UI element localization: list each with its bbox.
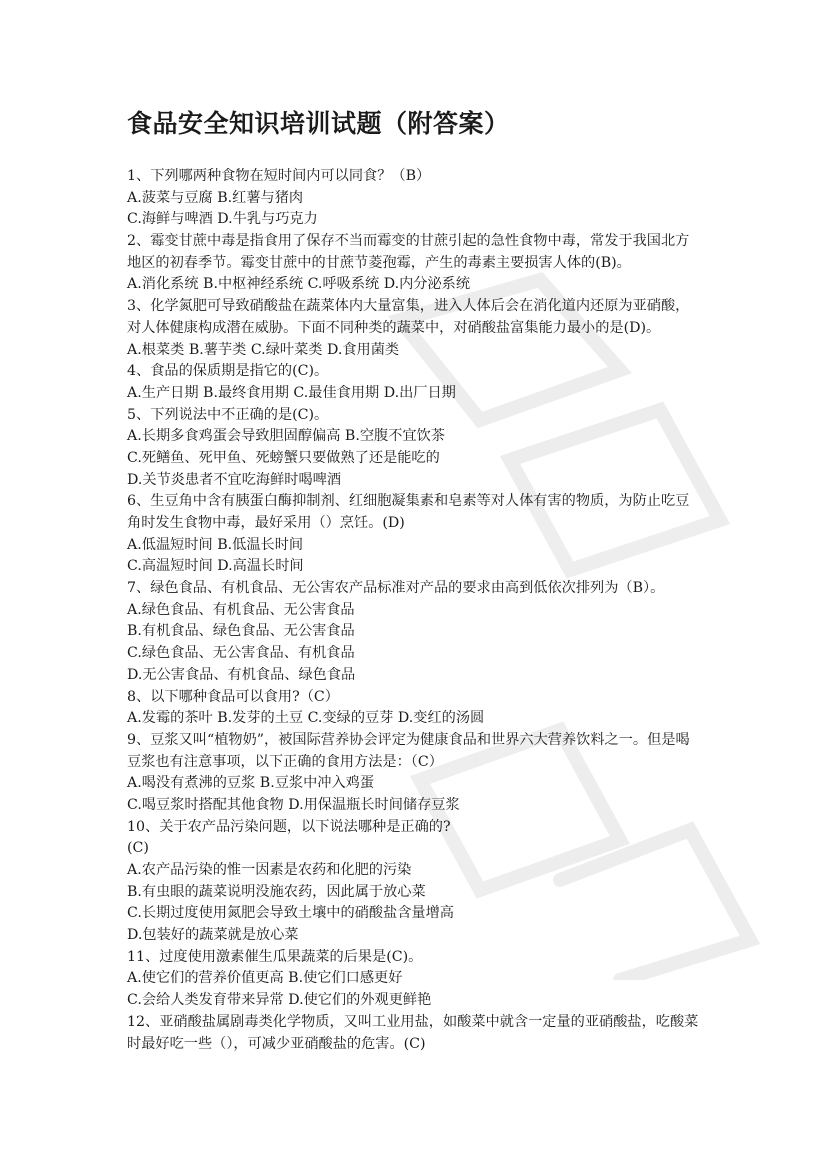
text-line: A.绿色食品、有机食品、无公害食品	[127, 601, 355, 618]
text-line: 1、下列哪两种食物在短时间内可以同食？（B）	[127, 168, 431, 184]
text-line: A.菠菜与豆腐 B.红薯与猪肉	[127, 189, 304, 206]
text-line: C.会给人类发育带来异常 D.使它们的外观更鲜艳	[127, 992, 432, 1009]
text-line: A.喝没有煮沸的豆浆 B.豆浆中冲入鸡蛋	[127, 775, 375, 792]
text-line: C.绿色食品、无公害食品、有机食品	[127, 645, 355, 662]
text-line: D.关节炎患者不宜吃海鲜时喝啤酒	[127, 471, 342, 488]
document-body	[127, 166, 713, 1055]
text-line: 时最好吃一些（），可减少亚硝酸盐的危害。(C)	[127, 1035, 426, 1052]
document-title: 食品安全知识培训试题（附答案）	[127, 109, 510, 138]
text-line: 4、食品的保质期是指它的(C)。	[127, 363, 329, 380]
text-line: 2、霉变甘蔗中毒是指食用了保存不当而霉变的甘蔗引起的急性食物中毒，常发于我国北方	[127, 233, 690, 250]
text-line: 9、豆浆又叫“植物奶”，被国际营养协会评定为健康食品和世界六大营养饮料之一。但是喝	[127, 731, 690, 748]
text-line: A.发霉的茶叶 B.发芽的土豆 C.变绿的豆芽 D.变红的汤圆	[127, 710, 485, 727]
text-line: A.生产日期 B.最终食用期 C.最佳食用期 D.出厂日期	[127, 384, 456, 401]
text-line: C.海鲜与啤酒 D.牛乳与巧克力	[127, 211, 318, 228]
text-line: A.低温短时间 B.低温长时间	[127, 536, 304, 553]
text-line: 12、亚硝酸盐属剧毒类化学物质，又叫工业用盐，如酸菜中就含一定量的亚硝酸盐，吃酸菜	[127, 1013, 699, 1030]
text-line: B.有机食品、绿色食品、无公害食品	[127, 623, 355, 640]
text-line: D.包装好的蔬菜就是放心菜	[127, 927, 299, 944]
text-line: 6、生豆角中含有胰蛋白酶抑制剂、红细胞凝集素和皂素等对人体有害的物质，为防止吃豆	[127, 493, 690, 510]
text-line: A.长期多食鸡蛋会导致胆固醇偏高 B.空腹不宜饮茶	[127, 428, 445, 445]
text-line: 对人体健康构成潜在威胁。下面不同种类的蔬菜中，对硝酸盐富集能力最小的是(D)。	[127, 319, 661, 336]
text-line: 3、化学氮肥可导致硝酸盐在蔬菜体内大量富集，进入人体后会在消化道内还原为亚硝酸，	[127, 298, 690, 315]
text-line: 10、关于农产品污染问题，以下说法哪种是正确的?	[127, 818, 451, 835]
text-line: B.有虫眼的蔬菜说明没施农药，因此属于放心菜	[127, 883, 426, 900]
text-line: 角时发生食物中毒，最好采用（）烹饪。(D)	[127, 515, 405, 531]
text-line: 地区的初春季节。霉变甘蔗中的甘蔗节菱孢霉，产生的毒素主要损害人体的(B)。	[127, 254, 631, 271]
text-line: D.无公害食品、有机食品、绿色食品	[127, 666, 356, 683]
text-line: 豆浆也有注意事项，以下正确的食用方法是：（C）	[127, 753, 443, 770]
text-line: (C)	[127, 840, 149, 857]
text-line: C.喝豆浆时搭配其他食物 D.用保温瓶长时间储存豆浆	[127, 796, 460, 813]
text-line: A.使它们的营养价值更高 B.使它们口感更好	[127, 970, 403, 987]
text-line: A.消化系统 B.中枢神经系统 C.呼吸系统 D.内分泌系统	[127, 276, 471, 293]
text-line: C.高温短时间 D.高温长时间	[127, 558, 304, 575]
text-line: 5、下列说法中不正确的是(C)。	[127, 406, 329, 423]
text-line: 8、以下哪种食品可以食用?（C）	[127, 688, 339, 705]
text-line: 11、过度使用激素催生瓜果蔬菜的后果是(C)。	[127, 948, 423, 965]
text-line: 7、绿色食品、有机食品、无公害农产品标准对产品的要求由高到低依次排列为（B）。	[127, 580, 665, 597]
text-line: A.农产品污染的惟一因素是农药和化肥的污染	[127, 862, 412, 878]
text-line: A.根菜类 B.薯芋类 C.绿叶菜类 D.食用菌类	[127, 341, 400, 358]
text-line: C.长期过度使用氮肥会导致土壤中的硝酸盐含量增高	[127, 905, 454, 922]
text-line: C.死鳝鱼、死甲鱼、死螃蟹只要做熟了还是能吃的	[127, 449, 440, 466]
